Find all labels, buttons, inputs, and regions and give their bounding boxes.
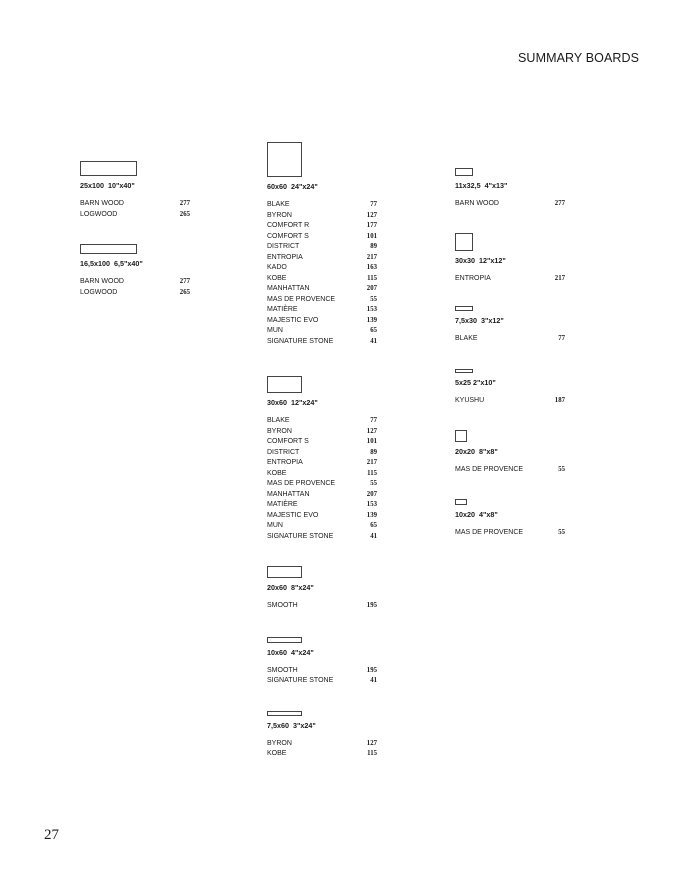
- column-3: [455, 168, 565, 538]
- list-item: [267, 274, 377, 285]
- tile-swatch: [267, 637, 302, 643]
- size-label: 25x100 10"x40": [80, 181, 135, 190]
- product-list: [267, 416, 377, 542]
- size-group: [455, 430, 565, 476]
- size-group: [267, 711, 377, 760]
- list-item: [267, 479, 377, 490]
- page-ref: 77: [370, 201, 377, 208]
- product-name: SIGNATURE STONE: [267, 532, 334, 540]
- list-item: [455, 465, 565, 476]
- page-ref: 177: [366, 222, 377, 229]
- list-item: [267, 532, 377, 543]
- list-item: [455, 199, 565, 210]
- list-item: [267, 295, 377, 306]
- page-ref: 217: [366, 459, 377, 466]
- page-ref: 89: [370, 243, 377, 250]
- product-name: MAS DE PROVENCE: [455, 528, 524, 536]
- list-item: [267, 211, 377, 222]
- product-list: [267, 200, 377, 347]
- list-item: [267, 500, 377, 511]
- list-item: [267, 511, 377, 522]
- size-group: [80, 161, 190, 220]
- page-ref: 277: [554, 200, 565, 207]
- size-group: [267, 637, 377, 687]
- list-item: [267, 305, 377, 316]
- page-ref: 41: [370, 532, 377, 540]
- page-ref: 55: [558, 528, 565, 536]
- page-ref: 65: [370, 327, 377, 334]
- product-name: BLAKE: [267, 417, 290, 424]
- product-name: ENTROPIA: [267, 459, 303, 466]
- list-item: [80, 277, 190, 288]
- tile-swatch: [455, 430, 467, 442]
- product-name: MAS DE PROVENCE: [455, 466, 524, 473]
- product-name: BYRON: [267, 211, 292, 219]
- size-group: [455, 233, 565, 285]
- column-1: [80, 161, 190, 298]
- product-list: [455, 528, 565, 539]
- product-name: MAS DE PROVENCE: [267, 480, 336, 487]
- product-name: COMFORT S: [267, 438, 309, 445]
- size-label: 30x30 12"x12": [455, 255, 506, 265]
- list-item: [267, 458, 377, 469]
- product-name: MUN: [267, 327, 283, 334]
- tile-swatch: [455, 168, 473, 176]
- size-label: 7,5x30 3"x12": [455, 316, 504, 325]
- page-ref: 115: [367, 750, 377, 757]
- list-item: [267, 490, 377, 501]
- page-ref: 187: [554, 396, 565, 404]
- page-ref: 77: [558, 335, 565, 342]
- page-ref: 55: [370, 480, 377, 487]
- page-ref: 195: [366, 602, 377, 609]
- tile-swatch: [80, 161, 137, 176]
- product-name: MATIÈRE: [267, 501, 298, 508]
- product-name: BARN WOOD: [80, 278, 124, 285]
- list-item: [267, 232, 377, 243]
- size-label: 30x60 12"x24": [267, 398, 318, 407]
- tile-swatch: [267, 376, 302, 393]
- list-item: [455, 334, 565, 345]
- page-ref: 41: [370, 337, 377, 345]
- product-name: SMOOTH: [267, 666, 298, 674]
- product-list: [455, 199, 565, 210]
- product-name: SIGNATURE STONE: [267, 337, 334, 345]
- tile-swatch: [455, 233, 473, 251]
- product-name: ENTROPIA: [455, 274, 491, 282]
- tile-swatch: [80, 244, 137, 254]
- page-ref: 115: [367, 274, 377, 282]
- page-ref: 55: [558, 466, 565, 473]
- product-list: [455, 334, 565, 345]
- page-ref: 153: [366, 501, 377, 508]
- column-2: [267, 142, 377, 760]
- size-group: [80, 244, 190, 298]
- product-name: DISTRICT: [267, 448, 300, 456]
- tile-swatch: [267, 142, 302, 177]
- page-ref: 207: [366, 490, 377, 498]
- page-title: SUMMARY BOARDS: [518, 51, 640, 65]
- product-name: SIGNATURE STONE: [267, 677, 334, 684]
- product-name: MAS DE PROVENCE: [267, 295, 336, 303]
- list-item: [267, 749, 377, 760]
- product-name: ENTROPIA: [267, 253, 303, 261]
- product-name: MAJESTIC EVO: [267, 316, 319, 324]
- product-name: BLAKE: [455, 335, 478, 342]
- product-name: MUN: [267, 522, 283, 529]
- tile-swatch: [455, 499, 467, 505]
- list-item: [267, 676, 377, 687]
- size-group: [455, 499, 565, 539]
- list-item: [267, 739, 377, 750]
- product-list: [455, 274, 565, 285]
- list-item: [267, 601, 377, 612]
- page-ref: 127: [366, 427, 377, 435]
- size-group: [455, 168, 565, 210]
- page-ref: 139: [366, 316, 377, 324]
- list-item: [267, 326, 377, 337]
- page-ref: 127: [366, 739, 377, 747]
- list-item: [455, 396, 565, 407]
- product-name: KOBE: [267, 750, 287, 757]
- tile-swatch: [455, 306, 473, 311]
- page-ref: 163: [366, 264, 377, 271]
- page-ref: 277: [179, 200, 190, 207]
- list-item: [267, 242, 377, 253]
- size-group: [267, 566, 377, 612]
- list-item: [267, 437, 377, 448]
- size-label: 20x60 8"x24": [267, 583, 314, 592]
- list-item: [267, 200, 377, 211]
- tile-swatch: [267, 711, 302, 716]
- list-item: [267, 469, 377, 480]
- list-item: [80, 199, 190, 210]
- page-ref: 101: [366, 232, 377, 240]
- list-item: [80, 288, 190, 299]
- page-ref: 139: [366, 511, 377, 519]
- list-item: [267, 316, 377, 327]
- product-name: LOGWOOD: [80, 210, 118, 218]
- page-ref: 65: [370, 522, 377, 529]
- list-item: [267, 416, 377, 427]
- list-item: [80, 210, 190, 221]
- list-item: [455, 528, 565, 539]
- page-ref: 217: [554, 274, 565, 282]
- list-item: [267, 284, 377, 295]
- size-group: [455, 369, 565, 407]
- size-label: 11x32,5 4"x13": [455, 181, 508, 190]
- page-ref: 41: [370, 677, 377, 684]
- product-name: BYRON: [267, 427, 292, 435]
- list-item: [267, 666, 377, 677]
- product-name: SMOOTH: [267, 602, 298, 609]
- size-label: 10x20 4"x8": [455, 509, 498, 519]
- size-label: 10x60 4"x24": [267, 647, 314, 657]
- tile-swatch: [455, 369, 473, 373]
- product-list: [267, 601, 377, 612]
- product-name: KOBE: [267, 469, 287, 477]
- product-list: [80, 277, 190, 298]
- list-item: [455, 274, 565, 285]
- page-ref: 153: [366, 306, 377, 313]
- list-item: [267, 448, 377, 459]
- product-name: KADO: [267, 264, 287, 271]
- list-item: [267, 221, 377, 232]
- product-name: MATIÈRE: [267, 306, 298, 313]
- page-ref: 77: [370, 417, 377, 424]
- page-ref: 101: [366, 438, 377, 445]
- page-ref: 265: [179, 210, 190, 218]
- page-number: 27: [44, 827, 59, 843]
- size-label: 20x20 8"x8": [455, 447, 498, 456]
- product-name: BARN WOOD: [455, 200, 499, 207]
- product-list: [455, 396, 565, 407]
- list-item: [267, 337, 377, 348]
- product-name: MANHATTAN: [267, 285, 310, 292]
- size-label: 60x60 24"x24": [267, 182, 318, 191]
- size-group: [455, 306, 565, 345]
- product-list: [267, 666, 377, 687]
- page-ref: 217: [366, 253, 377, 261]
- product-name: KOBE: [267, 274, 287, 282]
- product-list: [80, 199, 190, 220]
- size-group: [267, 142, 377, 347]
- list-item: [267, 521, 377, 532]
- list-item: [267, 253, 377, 264]
- product-name: MANHATTAN: [267, 490, 310, 498]
- list-item: [267, 263, 377, 274]
- page-ref: 115: [367, 469, 377, 477]
- page-ref: 265: [179, 288, 190, 296]
- product-name: MAJESTIC EVO: [267, 511, 319, 519]
- size-label: 16,5x100 6,5"x40": [80, 259, 143, 268]
- page-ref: 195: [366, 666, 377, 674]
- page-ref: 89: [370, 448, 377, 456]
- size-label: 5x25 2"x10": [455, 377, 496, 387]
- product-name: BYRON: [267, 739, 292, 747]
- page-ref: 277: [179, 278, 190, 285]
- product-list: [267, 739, 377, 760]
- list-item: [267, 427, 377, 438]
- page-ref: 127: [366, 211, 377, 219]
- product-name: COMFORT R: [267, 222, 310, 229]
- size-label: 7,5x60 3"x24": [267, 720, 316, 730]
- product-name: KYUSHU: [455, 396, 485, 404]
- product-name: COMFORT S: [267, 232, 309, 240]
- page-ref: 55: [370, 295, 377, 303]
- product-name: DISTRICT: [267, 243, 300, 250]
- tile-swatch: [267, 566, 302, 578]
- product-name: BARN WOOD: [80, 200, 124, 207]
- product-name: BLAKE: [267, 201, 290, 208]
- page-ref: 207: [366, 285, 377, 292]
- product-name: LOGWOOD: [80, 288, 118, 296]
- product-list: [455, 465, 565, 476]
- size-group: [267, 376, 377, 542]
